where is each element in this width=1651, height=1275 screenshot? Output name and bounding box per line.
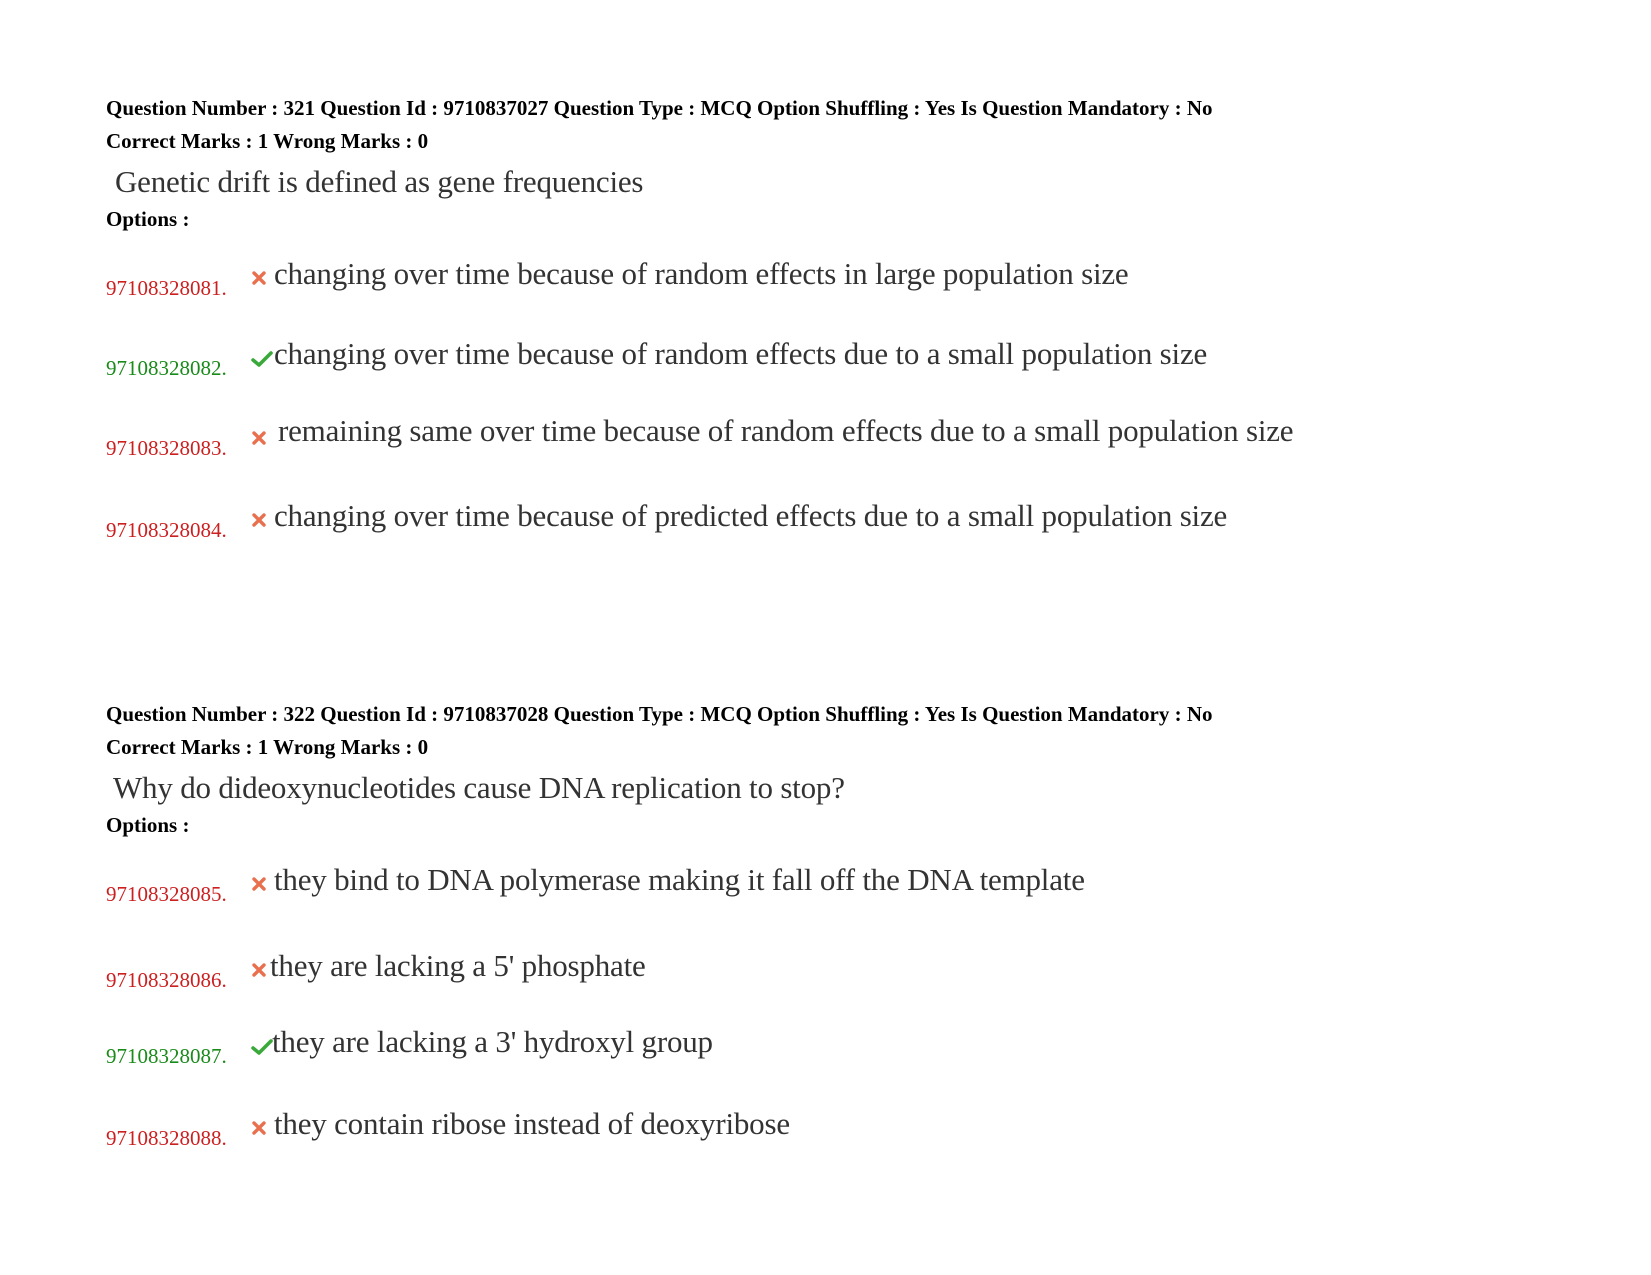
option-text: changing over time because of random effects due to a small population size — [274, 336, 1208, 371]
question-block-322 — [106, 698, 1426, 1150]
option-id: 97108328083. — [106, 436, 227, 460]
option-row — [106, 248, 1426, 300]
cross-icon — [247, 518, 277, 542]
option-row — [106, 402, 1426, 460]
option-row — [106, 328, 1426, 380]
option-id: 97108328084. — [106, 518, 227, 542]
option-id: 97108328086. — [106, 968, 227, 992]
cross-icon — [247, 276, 277, 300]
option-id: 97108328085. — [106, 882, 227, 906]
question-block-321 — [106, 92, 1426, 542]
option-id: 97108328088. — [106, 1126, 227, 1150]
option-text: they bind to DNA polymerase making it fall off the DNA template — [274, 862, 1085, 897]
cross-icon — [247, 436, 277, 460]
option-row — [106, 940, 1426, 992]
question-text: Genetic drift is defined as gene frequencies — [115, 164, 644, 199]
check-icon — [247, 356, 277, 380]
cross-icon — [247, 1126, 277, 1150]
option-id: 97108328081. — [106, 276, 227, 300]
question-meta-line: Question Number : 322 Question Id : 9710837028 Question Type : MCQ Option Shuffling : Yes Is Question Mandatory : No — [106, 702, 1213, 726]
option-row — [106, 854, 1426, 906]
option-text: changing over time because of predicted effects due to a small population size — [274, 498, 1228, 533]
option-row — [106, 490, 1426, 542]
question-marks-line: Correct Marks : 1 Wrong Marks : 0 — [106, 129, 429, 153]
option-text: they are lacking a 3' hydroxyl group — [272, 1024, 713, 1059]
question-meta-line: Question Number : 321 Question Id : 9710837027 Question Type : MCQ Option Shuffling : Yes Is Question Mandatory : No — [106, 96, 1213, 120]
option-row — [106, 1098, 1426, 1150]
option-text: remaining same over time because of random effects due to a small population size — [278, 413, 1294, 448]
options-label: Options : — [106, 813, 190, 837]
option-id: 97108328087. — [106, 1044, 227, 1068]
question-text: Why do dideoxynucleotides cause DNA replication to stop? — [113, 770, 845, 805]
option-id: 97108328082. — [106, 356, 227, 380]
cross-icon — [247, 968, 277, 992]
option-text: they are lacking a 5' phosphate — [270, 948, 646, 983]
cross-icon — [247, 882, 277, 906]
option-text: changing over time because of random effects in large population size — [274, 256, 1129, 291]
option-text: they contain ribose instead of deoxyribose — [274, 1106, 790, 1141]
check-icon — [247, 1044, 277, 1068]
option-row — [106, 1016, 1426, 1068]
options-label: Options : — [106, 207, 190, 231]
question-marks-line: Correct Marks : 1 Wrong Marks : 0 — [106, 735, 429, 759]
